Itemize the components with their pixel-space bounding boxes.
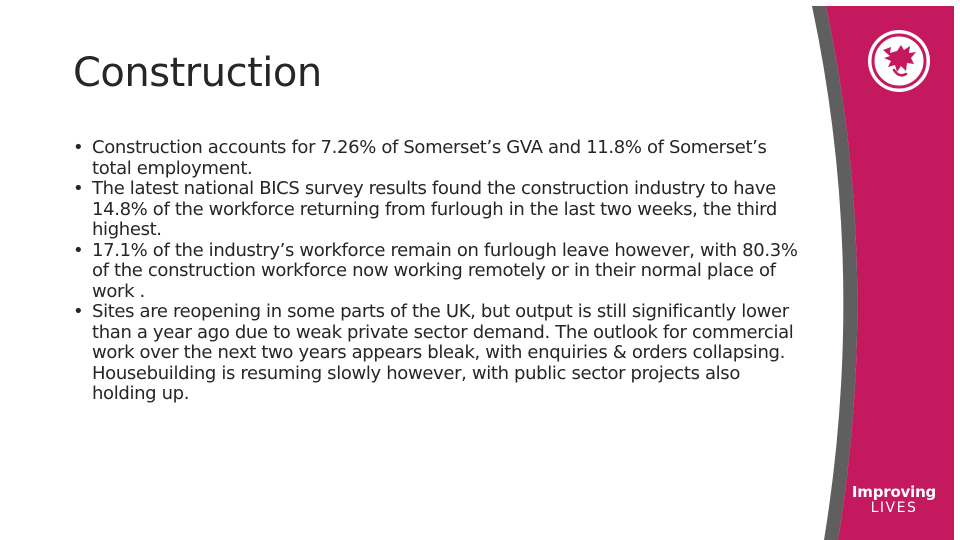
dragon-crest-icon [866,28,932,94]
bullet-text: Sites are reopening in some parts of the UK, but output is still significantly lower than a year ago due to weak private sector demand. The outlook for commercial work over the next two years appears bleak, with enquiries & orders collapsing. Housebuilding is resuming slowly however, with public sector projects also holding up. [92,301,794,404]
bullet-dot: • [73,178,84,199]
logo-line-2: LIVES [870,500,918,516]
bullet-text: 17.1% of the industry’s workforce remain on furlough leave however, with 80.3% of the construction workforce now working remotely or in their normal place of work . [92,239,798,302]
bullet-item [73,302,803,405]
bullet-dot: • [73,301,84,322]
bullet-dot: • [73,137,84,158]
improving-lives-logo [842,484,946,516]
bullet-item [73,138,803,179]
bullet-text: The latest national BICS survey results found the construction industry to have 14.8% of the workforce returning from furlough in the last two weeks, the third highest. [92,178,777,240]
slide-title: Construction [73,50,322,96]
bullet-dot: • [73,239,84,261]
bullet-item [73,179,803,241]
logo-line-1: Improving [851,483,937,501]
bullet-text: Construction accounts for 7.26% of Somerset’s GVA and 11.8% of Somerset’s total employment. [92,137,767,179]
bullet-item [73,241,803,303]
bullet-list [73,138,803,405]
